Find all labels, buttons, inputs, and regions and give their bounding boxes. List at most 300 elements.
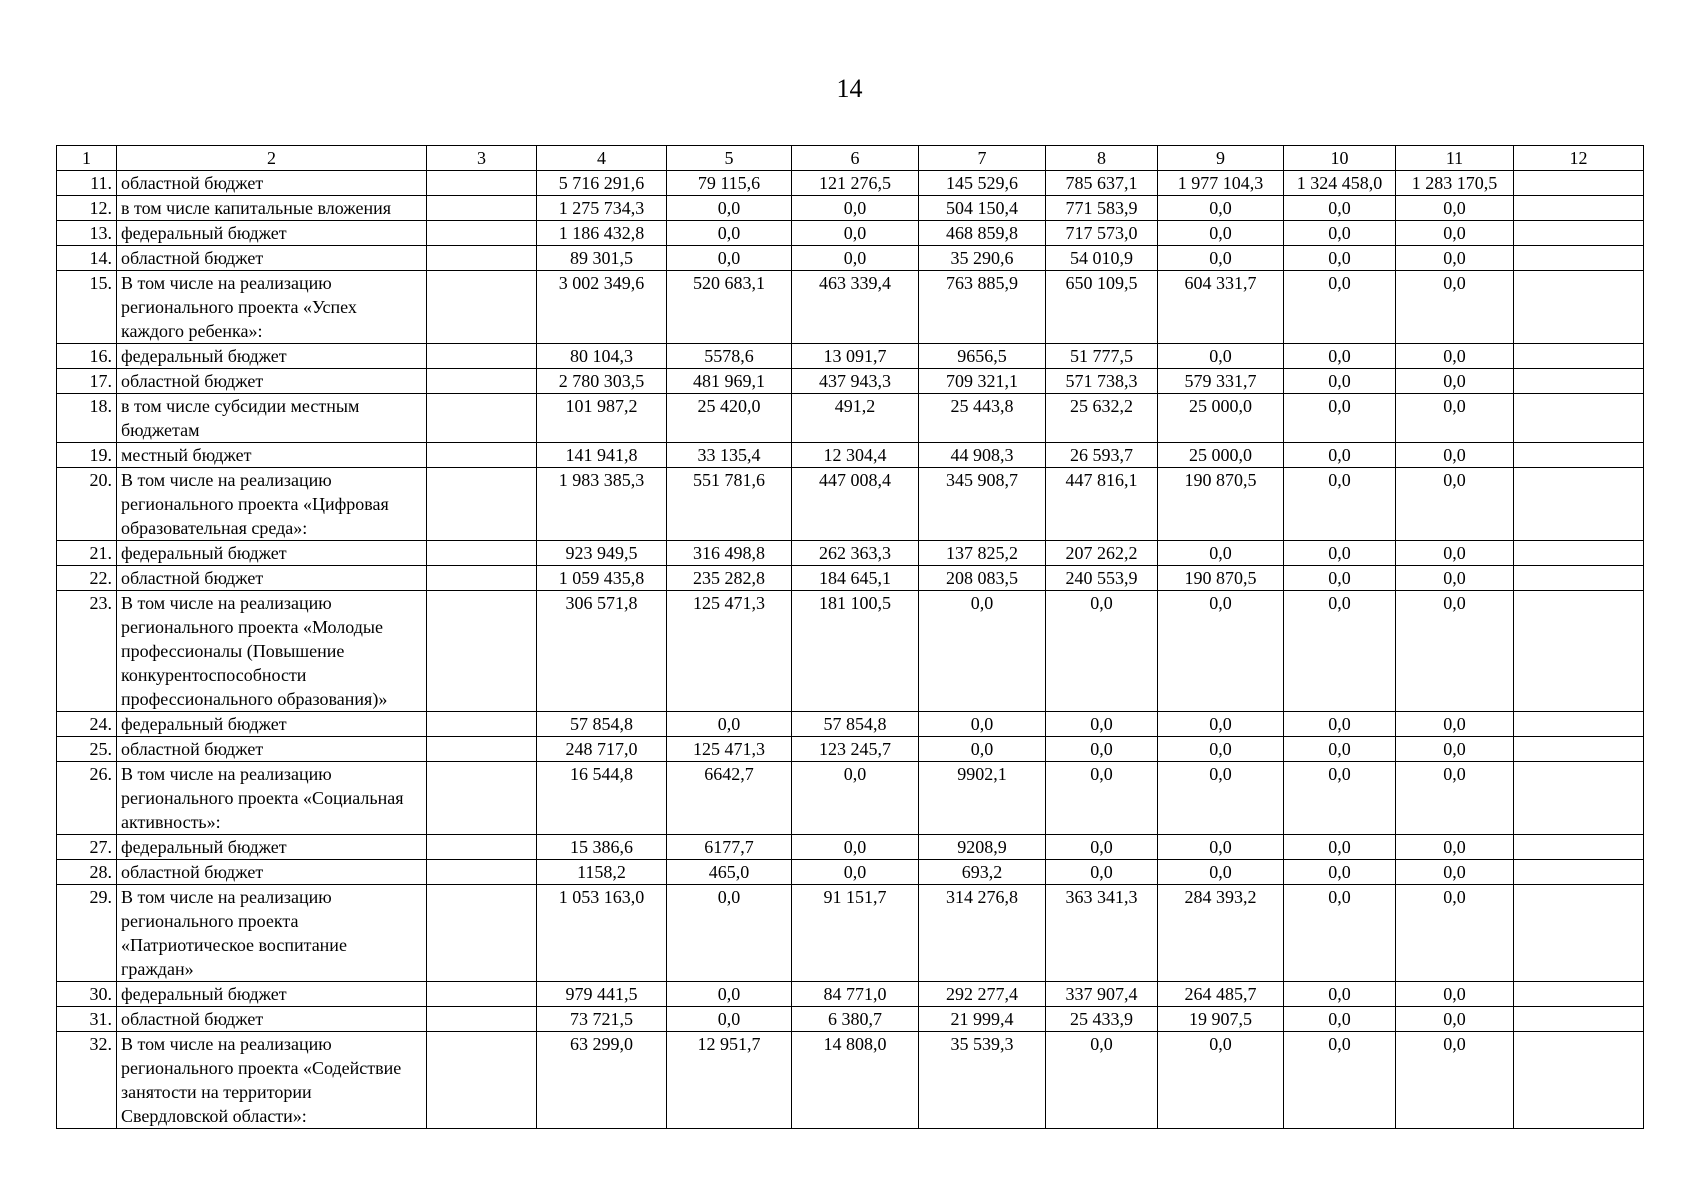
year-cell: 0,0 <box>1396 566 1514 591</box>
row-number-cell: 17. <box>57 369 117 394</box>
year-cell: 0,0 <box>1396 369 1514 394</box>
year-cell: 785 637,1 <box>1046 171 1158 196</box>
year-cell: 0,0 <box>1284 591 1396 712</box>
row-number-cell: 11. <box>57 171 117 196</box>
year-cell: 6 380,7 <box>792 1007 919 1032</box>
year-cell: 0,0 <box>667 885 792 982</box>
year-cell: 0,0 <box>1158 344 1284 369</box>
year-cell: 84 771,0 <box>792 982 919 1007</box>
year-cell: 79 115,6 <box>667 171 792 196</box>
year-cell: 0,0 <box>1396 1007 1514 1032</box>
year-cell: 25 433,9 <box>1046 1007 1158 1032</box>
item-name-cell: В том числе на реализацию регионального проекта «Успех каждого ребенка»: <box>117 271 427 344</box>
table-row <box>57 712 1644 737</box>
col3-cell <box>427 394 537 443</box>
year-cell: 0,0 <box>1284 737 1396 762</box>
year-cell: 504 150,4 <box>919 196 1046 221</box>
year-cell: 19 907,5 <box>1158 1007 1284 1032</box>
col3-cell <box>427 762 537 835</box>
col12-cell <box>1514 591 1644 712</box>
column-header: 5 <box>667 146 792 171</box>
col12-cell <box>1514 712 1644 737</box>
year-cell: 54 010,9 <box>1046 246 1158 271</box>
year-cell: 91 151,7 <box>792 885 919 982</box>
year-cell: 284 393,2 <box>1158 885 1284 982</box>
col12-cell <box>1514 271 1644 344</box>
col12-cell <box>1514 369 1644 394</box>
col12-cell <box>1514 762 1644 835</box>
row-number-cell: 29. <box>57 885 117 982</box>
year-cell: 0,0 <box>1284 885 1396 982</box>
total-cell: 3 002 349,6 <box>537 271 667 344</box>
year-cell: 0,0 <box>1396 221 1514 246</box>
item-name-cell: В том числе на реализацию регионального проекта «Молодые профессионалы (Повышение конкурентоспособности профессионального образования)» <box>117 591 427 712</box>
year-cell: 0,0 <box>1396 762 1514 835</box>
column-header: 6 <box>792 146 919 171</box>
total-cell: 16 544,8 <box>537 762 667 835</box>
table-row <box>57 1007 1644 1032</box>
row-number-cell: 26. <box>57 762 117 835</box>
row-number-cell: 14. <box>57 246 117 271</box>
table-row <box>57 171 1644 196</box>
year-cell: 25 443,8 <box>919 394 1046 443</box>
year-cell: 0,0 <box>919 591 1046 712</box>
item-name-cell: в том числе капитальные вложения <box>117 196 427 221</box>
year-cell: 0,0 <box>1284 221 1396 246</box>
row-number-cell: 19. <box>57 443 117 468</box>
year-cell: 12 304,4 <box>792 443 919 468</box>
item-name-cell: областной бюджет <box>117 369 427 394</box>
year-cell: 763 885,9 <box>919 271 1046 344</box>
total-cell: 5 716 291,6 <box>537 171 667 196</box>
item-name-cell: федеральный бюджет <box>117 541 427 566</box>
year-cell: 13 091,7 <box>792 344 919 369</box>
year-cell: 650 109,5 <box>1046 271 1158 344</box>
year-cell: 235 282,8 <box>667 566 792 591</box>
col3-cell <box>427 737 537 762</box>
col3-cell <box>427 344 537 369</box>
year-cell: 0,0 <box>1284 860 1396 885</box>
total-cell: 57 854,8 <box>537 712 667 737</box>
year-cell: 0,0 <box>919 737 1046 762</box>
column-header: 3 <box>427 146 537 171</box>
col12-cell <box>1514 221 1644 246</box>
item-name-cell: федеральный бюджет <box>117 344 427 369</box>
item-name-cell: федеральный бюджет <box>117 221 427 246</box>
year-cell: 709 321,1 <box>919 369 1046 394</box>
total-cell: 80 104,3 <box>537 344 667 369</box>
year-cell: 35 539,3 <box>919 1032 1046 1129</box>
year-cell: 0,0 <box>792 762 919 835</box>
col12-cell <box>1514 541 1644 566</box>
column-header: 8 <box>1046 146 1158 171</box>
year-cell: 26 593,7 <box>1046 443 1158 468</box>
total-cell: 248 717,0 <box>537 737 667 762</box>
col12-cell <box>1514 835 1644 860</box>
col3-cell <box>427 1007 537 1032</box>
year-cell: 0,0 <box>1284 762 1396 835</box>
year-cell: 345 908,7 <box>919 468 1046 541</box>
table-row <box>57 566 1644 591</box>
table-row <box>57 394 1644 443</box>
year-cell: 0,0 <box>1046 1032 1158 1129</box>
year-cell: 604 331,7 <box>1158 271 1284 344</box>
col3-cell <box>427 566 537 591</box>
item-name-cell: областной бюджет <box>117 860 427 885</box>
item-name-cell: местный бюджет <box>117 443 427 468</box>
year-cell: 292 277,4 <box>919 982 1046 1007</box>
year-cell: 9902,1 <box>919 762 1046 835</box>
year-cell: 0,0 <box>1396 1032 1514 1129</box>
year-cell: 1 977 104,3 <box>1158 171 1284 196</box>
table-row <box>57 468 1644 541</box>
col3-cell <box>427 246 537 271</box>
year-cell: 0,0 <box>1284 196 1396 221</box>
year-cell: 0,0 <box>1396 541 1514 566</box>
year-cell: 0,0 <box>1158 221 1284 246</box>
table-row <box>57 860 1644 885</box>
year-cell: 262 363,3 <box>792 541 919 566</box>
year-cell: 0,0 <box>667 1007 792 1032</box>
total-cell: 101 987,2 <box>537 394 667 443</box>
year-cell: 481 969,1 <box>667 369 792 394</box>
year-cell: 771 583,9 <box>1046 196 1158 221</box>
row-number-cell: 32. <box>57 1032 117 1129</box>
year-cell: 0,0 <box>1396 712 1514 737</box>
year-cell: 0,0 <box>1396 246 1514 271</box>
year-cell: 0,0 <box>1046 712 1158 737</box>
year-cell: 0,0 <box>1158 762 1284 835</box>
year-cell: 0,0 <box>1158 860 1284 885</box>
page-number: 14 <box>836 74 863 103</box>
year-cell: 0,0 <box>1284 394 1396 443</box>
year-cell: 0,0 <box>667 246 792 271</box>
year-cell: 0,0 <box>1046 591 1158 712</box>
year-cell: 0,0 <box>1158 541 1284 566</box>
col3-cell <box>427 541 537 566</box>
year-cell: 0,0 <box>1396 860 1514 885</box>
total-cell: 1 186 432,8 <box>537 221 667 246</box>
year-cell: 0,0 <box>667 196 792 221</box>
item-name-cell: областной бюджет <box>117 246 427 271</box>
year-cell: 0,0 <box>1396 835 1514 860</box>
year-cell: 208 083,5 <box>919 566 1046 591</box>
col3-cell <box>427 443 537 468</box>
year-cell: 0,0 <box>1396 468 1514 541</box>
table-row <box>57 443 1644 468</box>
row-number-cell: 12. <box>57 196 117 221</box>
year-cell: 316 498,8 <box>667 541 792 566</box>
table-body <box>57 146 1644 1129</box>
year-cell: 0,0 <box>1284 443 1396 468</box>
year-cell: 121 276,5 <box>792 171 919 196</box>
year-cell: 0,0 <box>1396 271 1514 344</box>
year-cell: 0,0 <box>1396 443 1514 468</box>
year-cell: 0,0 <box>1284 369 1396 394</box>
year-cell: 0,0 <box>1158 737 1284 762</box>
year-cell: 314 276,8 <box>919 885 1046 982</box>
year-cell: 25 420,0 <box>667 394 792 443</box>
table-row <box>57 737 1644 762</box>
year-cell: 9208,9 <box>919 835 1046 860</box>
column-header: 10 <box>1284 146 1396 171</box>
table-row <box>57 885 1644 982</box>
col3-cell <box>427 835 537 860</box>
year-cell: 0,0 <box>1284 468 1396 541</box>
year-cell: 0,0 <box>1158 196 1284 221</box>
year-cell: 145 529,6 <box>919 171 1046 196</box>
year-cell: 693,2 <box>919 860 1046 885</box>
year-cell: 468 859,8 <box>919 221 1046 246</box>
year-cell: 520 683,1 <box>667 271 792 344</box>
col12-cell <box>1514 1007 1644 1032</box>
column-header: 2 <box>117 146 427 171</box>
year-cell: 0,0 <box>1284 541 1396 566</box>
year-cell: 437 943,3 <box>792 369 919 394</box>
year-cell: 0,0 <box>1158 835 1284 860</box>
year-cell: 6642,7 <box>667 762 792 835</box>
row-number-cell: 24. <box>57 712 117 737</box>
item-name-cell: областной бюджет <box>117 737 427 762</box>
year-cell: 551 781,6 <box>667 468 792 541</box>
year-cell: 0,0 <box>792 196 919 221</box>
year-cell: 463 339,4 <box>792 271 919 344</box>
year-cell: 0,0 <box>1396 591 1514 712</box>
year-cell: 465,0 <box>667 860 792 885</box>
year-cell: 1 324 458,0 <box>1284 171 1396 196</box>
table-row <box>57 541 1644 566</box>
year-cell: 0,0 <box>1158 246 1284 271</box>
table-row <box>57 982 1644 1007</box>
item-name-cell: федеральный бюджет <box>117 982 427 1007</box>
row-number-cell: 25. <box>57 737 117 762</box>
table-row <box>57 344 1644 369</box>
table-row <box>57 835 1644 860</box>
year-cell: 0,0 <box>1284 1007 1396 1032</box>
total-cell: 306 571,8 <box>537 591 667 712</box>
year-cell: 0,0 <box>1284 835 1396 860</box>
year-cell: 0,0 <box>1284 1032 1396 1129</box>
year-cell: 0,0 <box>1046 835 1158 860</box>
col12-cell <box>1514 982 1644 1007</box>
col12-cell <box>1514 196 1644 221</box>
item-name-cell: федеральный бюджет <box>117 835 427 860</box>
total-cell: 2 780 303,5 <box>537 369 667 394</box>
year-cell: 0,0 <box>1396 982 1514 1007</box>
total-cell: 1 275 734,3 <box>537 196 667 221</box>
col12-cell <box>1514 885 1644 982</box>
col3-cell <box>427 712 537 737</box>
table-row <box>57 196 1644 221</box>
year-cell: 0,0 <box>1284 566 1396 591</box>
row-number-cell: 16. <box>57 344 117 369</box>
col12-cell <box>1514 737 1644 762</box>
table-row <box>57 369 1644 394</box>
total-cell: 1 983 385,3 <box>537 468 667 541</box>
year-cell: 0,0 <box>1158 1032 1284 1129</box>
item-name-cell: в том числе субсидии местным бюджетам <box>117 394 427 443</box>
year-cell: 0,0 <box>667 221 792 246</box>
year-cell: 0,0 <box>1046 860 1158 885</box>
year-cell: 363 341,3 <box>1046 885 1158 982</box>
year-cell: 123 245,7 <box>792 737 919 762</box>
row-number-cell: 28. <box>57 860 117 885</box>
year-cell: 447 816,1 <box>1046 468 1158 541</box>
col3-cell <box>427 369 537 394</box>
column-header: 1 <box>57 146 117 171</box>
header-row <box>57 146 1644 171</box>
year-cell: 579 331,7 <box>1158 369 1284 394</box>
col3-cell <box>427 860 537 885</box>
total-cell: 73 721,5 <box>537 1007 667 1032</box>
year-cell: 0,0 <box>667 712 792 737</box>
col3-cell <box>427 885 537 982</box>
col12-cell <box>1514 468 1644 541</box>
year-cell: 0,0 <box>1284 712 1396 737</box>
row-number-cell: 13. <box>57 221 117 246</box>
row-number-cell: 18. <box>57 394 117 443</box>
year-cell: 0,0 <box>919 712 1046 737</box>
year-cell: 0,0 <box>792 860 919 885</box>
year-cell: 0,0 <box>792 835 919 860</box>
row-number-cell: 30. <box>57 982 117 1007</box>
year-cell: 0,0 <box>1046 762 1158 835</box>
year-cell: 1 283 170,5 <box>1396 171 1514 196</box>
year-cell: 0,0 <box>1396 196 1514 221</box>
year-cell: 264 485,7 <box>1158 982 1284 1007</box>
year-cell: 190 870,5 <box>1158 468 1284 541</box>
budget-table <box>56 145 1644 1129</box>
year-cell: 207 262,2 <box>1046 541 1158 566</box>
item-name-cell: В том числе на реализацию регионального проекта «Патриотическое воспитание граждан» <box>117 885 427 982</box>
col12-cell <box>1514 394 1644 443</box>
col3-cell <box>427 982 537 1007</box>
year-cell: 6177,7 <box>667 835 792 860</box>
year-cell: 25 000,0 <box>1158 394 1284 443</box>
item-name-cell: областной бюджет <box>117 171 427 196</box>
year-cell: 33 135,4 <box>667 443 792 468</box>
year-cell: 0,0 <box>1284 982 1396 1007</box>
col12-cell <box>1514 246 1644 271</box>
column-header: 9 <box>1158 146 1284 171</box>
year-cell: 0,0 <box>1284 271 1396 344</box>
column-header: 12 <box>1514 146 1644 171</box>
total-cell: 979 441,5 <box>537 982 667 1007</box>
table-row <box>57 221 1644 246</box>
col12-cell <box>1514 860 1644 885</box>
year-cell: 447 008,4 <box>792 468 919 541</box>
year-cell: 25 000,0 <box>1158 443 1284 468</box>
year-cell: 125 471,3 <box>667 591 792 712</box>
item-name-cell: федеральный бюджет <box>117 712 427 737</box>
year-cell: 125 471,3 <box>667 737 792 762</box>
year-cell: 0,0 <box>1046 737 1158 762</box>
item-name-cell: областной бюджет <box>117 566 427 591</box>
item-name-cell: В том числе на реализацию регионального проекта «Социальная активность»: <box>117 762 427 835</box>
row-number-cell: 23. <box>57 591 117 712</box>
year-cell: 0,0 <box>1396 885 1514 982</box>
table-row <box>57 1032 1644 1129</box>
year-cell: 44 908,3 <box>919 443 1046 468</box>
col3-cell <box>427 171 537 196</box>
item-name-cell: В том числе на реализацию регионального проекта «Содействие занятости на территории Свердловской области»: <box>117 1032 427 1129</box>
year-cell: 9656,5 <box>919 344 1046 369</box>
item-name-cell: В том числе на реализацию регионального проекта «Цифровая образовательная среда»: <box>117 468 427 541</box>
col3-cell <box>427 468 537 541</box>
column-header: 7 <box>919 146 1046 171</box>
col3-cell <box>427 271 537 344</box>
year-cell: 137 825,2 <box>919 541 1046 566</box>
total-cell: 1 053 163,0 <box>537 885 667 982</box>
year-cell: 57 854,8 <box>792 712 919 737</box>
year-cell: 35 290,6 <box>919 246 1046 271</box>
year-cell: 0,0 <box>1284 344 1396 369</box>
year-cell: 21 999,4 <box>919 1007 1046 1032</box>
col3-cell <box>427 591 537 712</box>
table-row <box>57 246 1644 271</box>
year-cell: 717 573,0 <box>1046 221 1158 246</box>
year-cell: 0,0 <box>792 221 919 246</box>
table-row <box>57 271 1644 344</box>
year-cell: 0,0 <box>1396 737 1514 762</box>
year-cell: 0,0 <box>792 246 919 271</box>
year-cell: 240 553,9 <box>1046 566 1158 591</box>
item-name-cell: областной бюджет <box>117 1007 427 1032</box>
year-cell: 571 738,3 <box>1046 369 1158 394</box>
column-header: 4 <box>537 146 667 171</box>
year-cell: 0,0 <box>1158 591 1284 712</box>
row-number-cell: 15. <box>57 271 117 344</box>
year-cell: 337 907,4 <box>1046 982 1158 1007</box>
total-cell: 1 059 435,8 <box>537 566 667 591</box>
table-row <box>57 591 1644 712</box>
column-header: 11 <box>1396 146 1514 171</box>
row-number-cell: 27. <box>57 835 117 860</box>
row-number-cell: 31. <box>57 1007 117 1032</box>
year-cell: 0,0 <box>667 982 792 1007</box>
year-cell: 12 951,7 <box>667 1032 792 1129</box>
col12-cell <box>1514 443 1644 468</box>
total-cell: 89 301,5 <box>537 246 667 271</box>
row-number-cell: 22. <box>57 566 117 591</box>
col3-cell <box>427 1032 537 1129</box>
year-cell: 25 632,2 <box>1046 394 1158 443</box>
total-cell: 1158,2 <box>537 860 667 885</box>
year-cell: 190 870,5 <box>1158 566 1284 591</box>
year-cell: 0,0 <box>1284 246 1396 271</box>
year-cell: 0,0 <box>1158 712 1284 737</box>
row-number-cell: 21. <box>57 541 117 566</box>
col12-cell <box>1514 344 1644 369</box>
total-cell: 15 386,6 <box>537 835 667 860</box>
row-number-cell: 20. <box>57 468 117 541</box>
col3-cell <box>427 196 537 221</box>
total-cell: 63 299,0 <box>537 1032 667 1129</box>
year-cell: 51 777,5 <box>1046 344 1158 369</box>
col12-cell <box>1514 171 1644 196</box>
col3-cell <box>427 221 537 246</box>
col12-cell <box>1514 1032 1644 1129</box>
year-cell: 184 645,1 <box>792 566 919 591</box>
table-row <box>57 762 1644 835</box>
year-cell: 14 808,0 <box>792 1032 919 1129</box>
year-cell: 491,2 <box>792 394 919 443</box>
year-cell: 0,0 <box>1396 344 1514 369</box>
year-cell: 0,0 <box>1396 394 1514 443</box>
col12-cell <box>1514 566 1644 591</box>
total-cell: 923 949,5 <box>537 541 667 566</box>
total-cell: 141 941,8 <box>537 443 667 468</box>
